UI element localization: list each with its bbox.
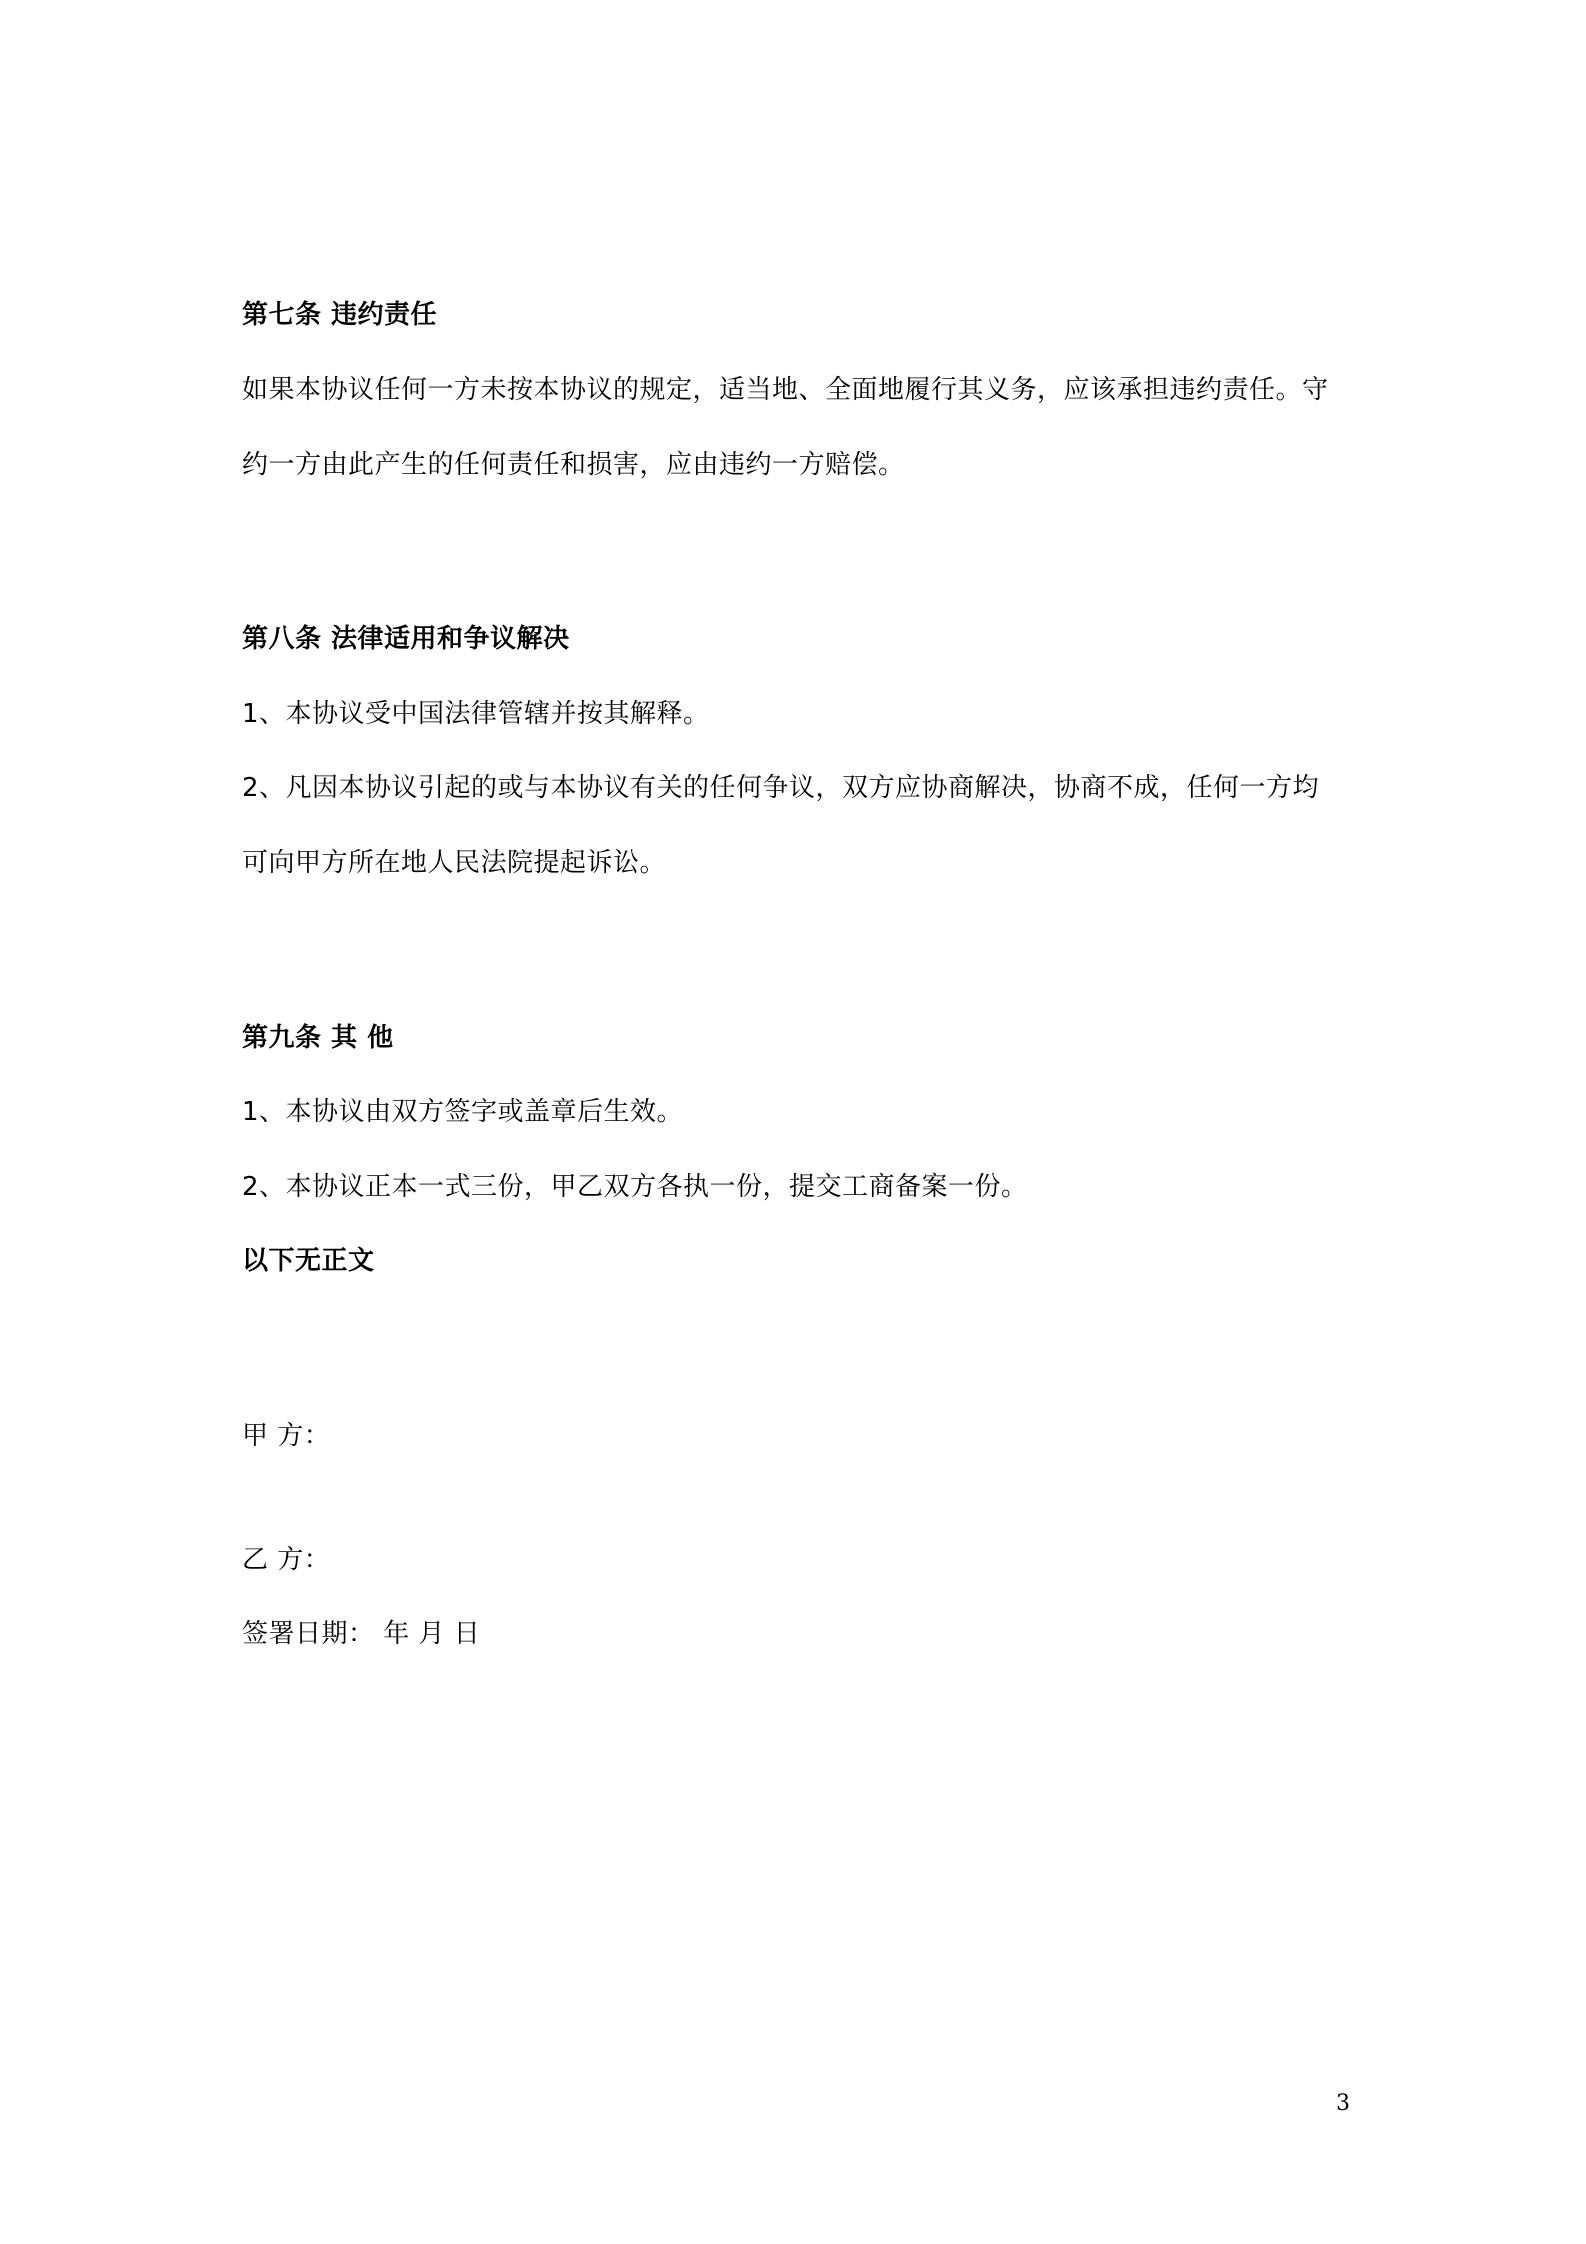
page-number: 3 [1336, 2091, 1350, 2116]
article8-item2-line1: 2、凡因本协议引起的或与本协议有关的任何争议，双方应协商解决，协商不成，任何一方均 [242, 773, 1320, 803]
article8-heading: 第八条 法律适用和争议解决 [242, 624, 570, 654]
party-a-signature-label: 甲 方： [242, 1421, 331, 1451]
article7-paragraph-line2: 约一方由此产生的任何责任和损害，应由违约一方赔偿。 [242, 450, 905, 480]
article7-heading: 第七条 违约责任 [242, 300, 438, 330]
article9-item2: 2、本协议正本一式三份，甲乙双方各执一份，提交工商备案一份。 [242, 1172, 1028, 1202]
end-note: 以下无正文 [242, 1246, 375, 1276]
article9-heading: 第九条 其 他 [242, 1023, 394, 1053]
article8-item1: 1、本协议受中国法律管辖并按其解释。 [242, 699, 710, 729]
article9-item1: 1、本协议由双方签字或盖章后生效。 [242, 1097, 684, 1127]
party-b-signature-label: 乙 方： [242, 1545, 331, 1575]
article7-paragraph-line1: 如果本协议任何一方未按本协议的规定，适当地、全面地履行其义务，应该承担违约责任。守 [242, 375, 1329, 405]
article8-item2-line2: 可向甲方所在地人民法院提起诉讼。 [242, 848, 667, 878]
signing-date-label: 签署日期： 年 月 日 [242, 1619, 481, 1649]
